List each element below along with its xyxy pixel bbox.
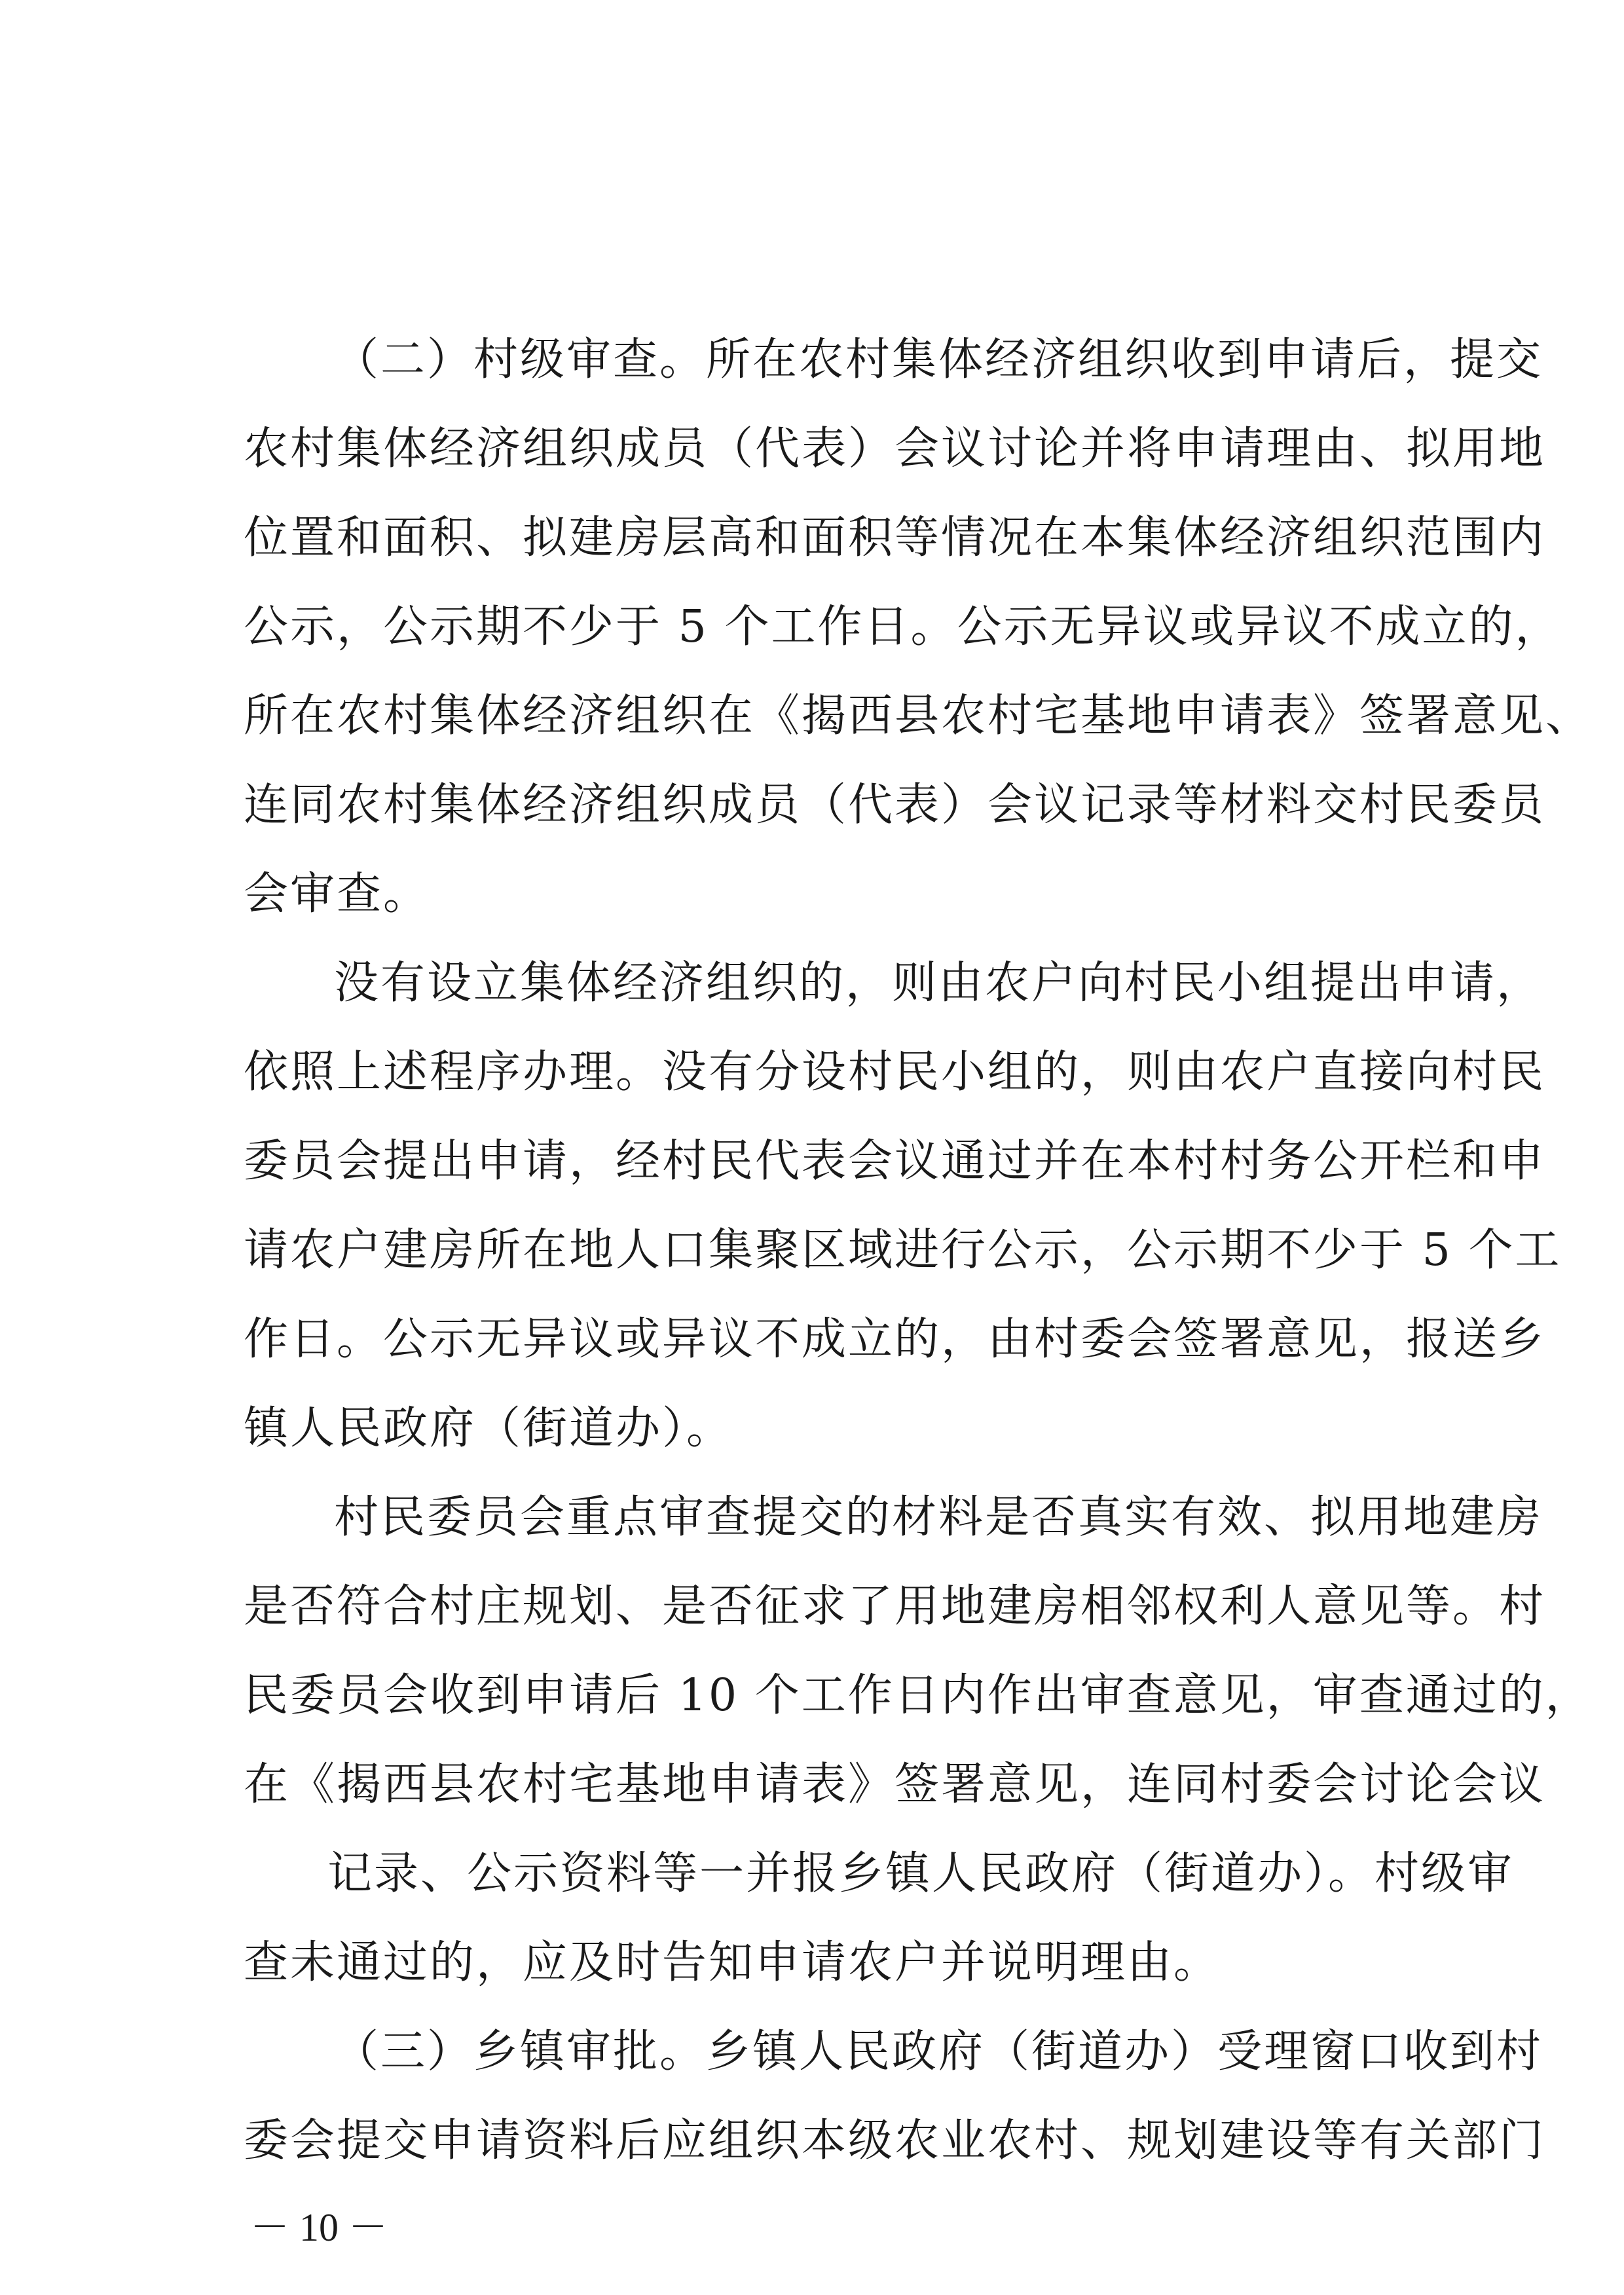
text-line: （三）乡镇审批。乡镇人民政府（街道办）受理窗口收到村 [334,2026,1543,2078]
text-line: （二）村级审查。所在农村集体经济组织收到申请后，提交 [334,334,1543,386]
page-number: － 10 － [250,2206,388,2249]
text-line: 查未通过的，应及时告知申请农户并说明理由。 [244,1937,1221,1989]
text-line: 请农户建房所在地人口集聚区域进行公示，公示期不少于 5 个工 [244,1224,1562,1276]
text-line: 位置和面积、拟建房层高和面积等情况在本集体经济组织范围内 [244,512,1546,564]
text-line: 会审查。 [244,868,430,920]
text-line: 是否符合村庄规划、是否征求了用地建房相邻权利人意见等。村 [244,1581,1546,1632]
text-line: 所在农村集体经济组织在《揭西县农村宅基地申请表》签署意见、 [244,690,1593,742]
text-line: 民委员会收到申请后 10 个工作日内作出审查意见，审查通过的， [244,1670,1592,1721]
text-line: 依照上述程序办理。没有分设村民小组的，则由农户直接向村民 [244,1046,1546,1098]
text-line: 委会提交申请资料后应组织本级农业农村、规划建设等有关部门 [244,2115,1546,2167]
text-line: 镇人民政府（街道办）。 [244,1403,733,1454]
text-line: 委员会提出申请，经村民代表会议通过并在本村村务公开栏和申 [244,1135,1546,1187]
text-line: 村民委员会重点审查提交的材料是否真实有效、拟用地建房 [334,1492,1543,1543]
text-line: 公示，公示期不少于 5 个工作日。公示无异议或异议不成立的， [244,601,1562,653]
text-line: 在《揭西县农村宅基地申请表》签署意见，连同村委会讨论会议 [244,1759,1546,1810]
text-line: 记录、公示资料等一并报乡镇人民政府（街道办）。村级审 [327,1848,1515,1900]
text-line: 没有设立集体经济组织的，则由农户向村民小组提出申请， [334,957,1543,1009]
text-line: 连同农村集体经济组织成员（代表）会议记录等材料交村民委员 [244,779,1546,831]
text-line: 作日。公示无异议或异议不成立的，由村委会签署意见，报送乡 [244,1313,1546,1365]
text-line: 农村集体经济组织成员（代表）会议讨论并将申请理由、拟用地 [244,423,1546,475]
